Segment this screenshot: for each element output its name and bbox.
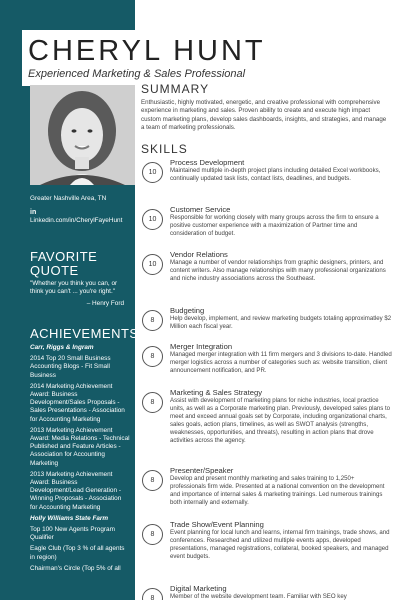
- skill-description: Develop and present monthly marketing and sales training to 1,250+ professionals firm wide. Presented at a national convention on the development and importance of internal sales & marketing trainings. Led numerous trainings both internally and externally.: [170, 475, 385, 507]
- skill-description: Managed merger integration with 11 firm mergers and 3 divisions to-date. Handled merger logistics across a number of categories such as: website transition, client announcement notification, and PR.: [170, 351, 392, 375]
- achievement-item: 2014 Marketing Achievement Award: Business Development/Sales Proposals - Sales Presentations - Association for Accounting Marketing: [30, 382, 125, 423]
- resume-header: [22, 30, 382, 86]
- profile-photo: [30, 85, 135, 185]
- favorite-quote-title: FAVORITE QUOTE: [30, 249, 98, 278]
- skill-title: Digital Marketing: [170, 584, 227, 593]
- achievement-item: Holly Williams State Farm: [30, 514, 109, 522]
- linkedin-icon: in: [30, 209, 37, 216]
- achievement-item: 2013 Marketing Achievement Award: Media Relations - Technical Published and Feature Articles - Association for Accounting Marketing: [30, 426, 130, 467]
- quote-author: – Henry Ford: [86, 300, 124, 307]
- skill-rating-badge: 8: [142, 310, 163, 331]
- skill-description: Maintained multiple in-depth project plans including detailed Excel workbooks, continually updated task lists, contact lists, deadlines, and budgets.: [170, 167, 381, 183]
- skill-description: Manage a number of vendor relationships from graphic designers, printers, and content writers. Also manage relationships with many professional organizations and niche industry associations across the Southeast.: [170, 259, 386, 283]
- skill-title: Customer Service: [170, 205, 231, 214]
- skill-description: Help develop, implement, and review marketing budgets totaling approximatley $2 Million each fiscal year.: [170, 315, 392, 331]
- skill-title: Budgeting: [170, 306, 205, 315]
- favorite-quote: "Whether you think you can, or think you can't ... you're right.": [30, 280, 118, 296]
- skill-title: Merger Integration: [170, 342, 233, 351]
- skill-rating-badge: 8: [142, 346, 163, 367]
- skill-title: Vendor Relations: [170, 250, 228, 259]
- skill-rating-badge: 10: [142, 254, 163, 275]
- skill-description: Responsible for working closely with many groups across the firm to ensure a positive customer experience with a maximization of Partner time and consideration of budget.: [170, 214, 379, 238]
- skills-title: SKILLS: [141, 142, 188, 156]
- summary-text: Enthusiastic, highly motivated, energetic, and creative professional with comprehensive experience in marketing and sales. Proven ability to create and execute high impact custom marketing plans, develop sales dashboards, insights, and strategies, and manage a team of marketing professionals.: [141, 99, 387, 132]
- achievement-item: Chairman's Circle (Top 5% of all: [30, 564, 121, 572]
- achievement-item: 2013 Marketing Achievement Award: Business Development/Lead Generation - Winning Proposals - Association for Accounting Marketing: [30, 470, 122, 511]
- skill-title: Process Development: [170, 158, 245, 167]
- skill-title: Trade Show/Event Planning: [170, 520, 264, 529]
- skill-description: Assist with development of marketing plans for niche industries, local practice units, as well as a Corporate marketing plan. Previously, developed sales plans to meet and exceed annual goals set by Corporate, including organizational charts, sales goals, action plans, timelines, as well as SWOT analysis (strengths, weaknesses, opportunities, and threats), resulting in action plans that drove activities across the agency.: [170, 397, 391, 445]
- candidate-headline: Experienced Marketing & Sales Professional: [28, 68, 246, 80]
- location: Greater Nashville Area, TN: [30, 195, 107, 202]
- summary-title: SUMMARY: [141, 82, 210, 96]
- skill-title: Presenter/Speaker: [170, 466, 234, 475]
- achievement-item: Top 100 New Agents Program Qualifier: [30, 526, 115, 542]
- skill-description: Member of the website development team. Familiar with SEO key: [170, 593, 347, 600]
- skill-description: Event planning for local lunch and learns, internal firm trainings, trade shows, and conferences. Researched and utilized multiple events apps, developed presentations, managed registrations, collateral, booked speakers, and managed event budgets.: [170, 529, 390, 561]
- skill-rating-badge: 8: [142, 392, 163, 413]
- skill-rating-badge: 8: [142, 470, 163, 491]
- achievement-item: Carr, Riggs & Ingram: [30, 344, 94, 351]
- linkedin: [30, 209, 130, 225]
- profile-photo-illustration: [30, 85, 135, 185]
- achievement-item: 2014 Top 20 Small Business Accounting Blogs - Fit Small Business: [30, 355, 111, 379]
- skill-rating-badge: 8: [142, 588, 163, 600]
- skill-title: Marketing & Sales Strategy: [170, 388, 263, 397]
- achievements-title: ACHIEVEMENTS: [30, 326, 139, 341]
- achievements-list: [30, 344, 130, 576]
- achievement-item: Eagle Club (Top 3 % of all agents in region): [30, 545, 125, 561]
- skill-rating-badge: 10: [142, 162, 163, 183]
- skill-rating-badge: 8: [142, 524, 163, 545]
- linkedin-url[interactable]: Linkedin.com/in/CherylFayeHunt: [30, 217, 123, 225]
- candidate-name: CHERYL HUNT: [28, 35, 266, 67]
- skill-rating-badge: 10: [142, 209, 163, 230]
